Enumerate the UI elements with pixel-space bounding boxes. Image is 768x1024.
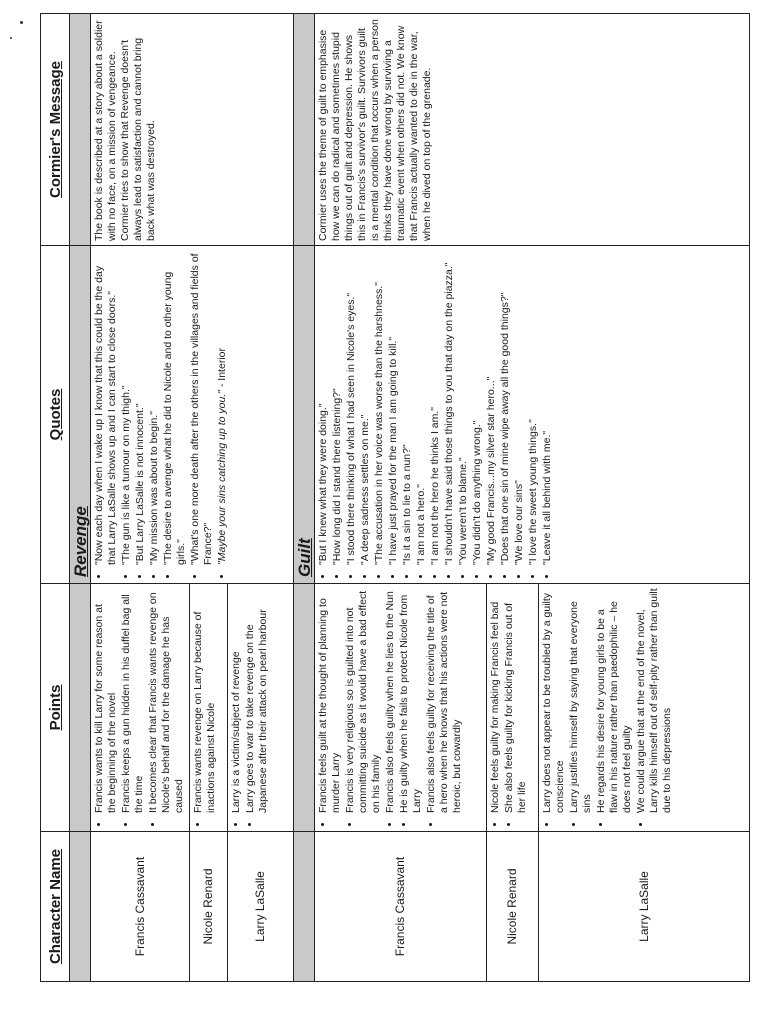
table-row [315, 14, 487, 982]
character-name: Larry LaSalle [228, 832, 294, 982]
points-cell [228, 584, 294, 832]
section-title-guilt: Guilt [294, 246, 315, 584]
points-cell [487, 584, 539, 832]
header-quotes: Quotes [41, 246, 70, 584]
quote-item: • "My good Francis...my silver star hero..." [485, 250, 498, 565]
scan-speck [10, 37, 12, 39]
quote-item: • "How long did I stand there listening?" [331, 250, 344, 565]
point-item: • It becomes clear that Francis wants revenge on Nicole's behalf and for the damage he has caused [147, 588, 186, 813]
quote-item: • "What's one more death after the others in the villages and fields of France?" [189, 250, 215, 565]
point-item: • Francis wants revenge on Larry because of inactions against Nicole [192, 588, 218, 813]
header-message: Cormier's Message [41, 14, 70, 246]
quote-item: • "A deep sadness settles on me." [359, 250, 372, 565]
quote-item: • "I have just prayed for the man I am going to kill." [387, 250, 400, 565]
character-name: Nicole Renard [190, 832, 228, 982]
quote-item: • "You didn't do anything wrong." [471, 250, 484, 565]
quote-item: • "I love the sweet young things." [527, 250, 540, 565]
quotes-cell-guilt [315, 246, 750, 584]
quote-item: • "But Larry LaSalle is not innocent." [134, 250, 147, 565]
points-cell [539, 584, 750, 832]
header-character-name: Character Name [41, 832, 70, 982]
point-item: • Larry justifies himself by saying that everyone sins [568, 588, 594, 813]
point-item: • Larry goes to war to take revenge on the Japanese after their attack on pearl harbour [244, 588, 270, 813]
points-cell [190, 584, 228, 832]
quote-italic: "Maybe your sins catching up to you." [216, 390, 228, 565]
quote-item: • "Does that one sin of mine wipe away all the good things?" [499, 250, 512, 565]
point-item: • Nicole feels guilty for making Francis feel bad [489, 588, 502, 813]
point-item: • He regards his desire for young girls to be a flaw in his nature rather than paedophilic – he does not feel guilty [595, 588, 634, 813]
quotes-cell-revenge [91, 246, 294, 584]
quote-item: • "We love our sins" [513, 250, 526, 565]
character-name: Nicole Renard [487, 832, 539, 982]
quote-item: • "Is it a sin to lie to a nun?" [401, 250, 414, 565]
section-title-revenge: Revenge [70, 246, 91, 584]
character-name: Francis Cassavant [315, 832, 487, 982]
quote-item: • "I am not a hero." [415, 250, 428, 565]
scan-speck [20, 21, 23, 24]
quote-item: • "You weren't to blame." [457, 250, 470, 565]
quote-item: • "The gun is like a tumour on my thigh." [120, 250, 133, 565]
character-theme-table [40, 13, 750, 982]
point-item: • Francis is very religious so is guilted into not committing suicide as it would have a bad effect on his family [344, 588, 383, 813]
character-name: Francis Cassavant [91, 832, 190, 982]
quote-item: • "The desire to avenge what he did to Nicole and to other young girls." [162, 250, 188, 565]
point-item: • Francis keeps a gun hidden in his duffel bag all the time [120, 588, 146, 813]
points-cell [315, 584, 487, 832]
point-item: • Larry does not appear to be troubled by a guilty conscience [541, 588, 567, 813]
points-cell [91, 584, 190, 832]
character-name: Larry LaSalle [539, 832, 750, 982]
point-item: • She also feels guilty for kicking Francis out of her life [503, 588, 529, 813]
quote-item: • "I stood there thinking of what I had seen in Nicole's eyes." [345, 250, 358, 565]
header-points: Points [41, 584, 70, 832]
message-cell-guilt: Cormier uses the theme of guilt to emphasise how we can do radical and sometimes stupid things out of guilt and depression. He shows this in Francis's survivor's guilt. Survivors guilt is a mental condition that occurs when a person thinks they have done wrong by surviving a traumatic event when others did not. We know that Francis actually wanted to die in the war, when he dived on top of the grenade. [315, 14, 750, 246]
point-item: • Francis also feels guilty for receiving the title of a hero when he knows that his actions were not heroic, but cowardly [425, 588, 464, 813]
message-cell-revenge: The book is described at a story about a soldier with no face, on a mission of vengeance. Cormier tries to show that Revenge doesn't always lead to satisfaction and cannot bring back what was destroyed. [91, 14, 294, 246]
point-item: • Francis wants to kill Larry for some reason at the beginning of the novel [93, 588, 119, 813]
point-item: • Francis feels guilt at the thought of planning to murder Larry [317, 588, 343, 813]
point-item: • Francis also feels guilty when he lies to the Nun [384, 588, 397, 813]
quote-item: • "Leave it all behind with me." [541, 250, 554, 565]
point-item: • He is guilty when he fails to protect Nicole from Larry [398, 588, 424, 813]
point-item: • We could argue that at the end of the novel, Larry kills himself out of self-pity rather than guilt due to his depressions [635, 588, 674, 813]
section-revenge [70, 14, 91, 982]
point-item: • Larry is a victim/subject of revenge [230, 588, 243, 813]
quote-item: • "I shouldn't have said those things to you that day on the piazza." [443, 250, 456, 565]
quote-item: • "My mission was about to begin." [148, 250, 161, 565]
quote-item: • "The accusation in her voice was worse than the harshness." [373, 250, 386, 565]
header-row [41, 14, 70, 982]
quote-item [216, 250, 229, 565]
quote-suffix: - Interior [216, 348, 228, 391]
section-guilt [294, 14, 315, 982]
quote-item: • "I am not the hero he thinks I am." [429, 250, 442, 565]
table-row [91, 14, 190, 982]
quote-item: • "Now each day when I wake up I know that this could be the day that Larry LaSalle shows up and I can start to close doors." [93, 250, 119, 565]
quote-item: • "But I knew what they were doing." [317, 250, 330, 565]
